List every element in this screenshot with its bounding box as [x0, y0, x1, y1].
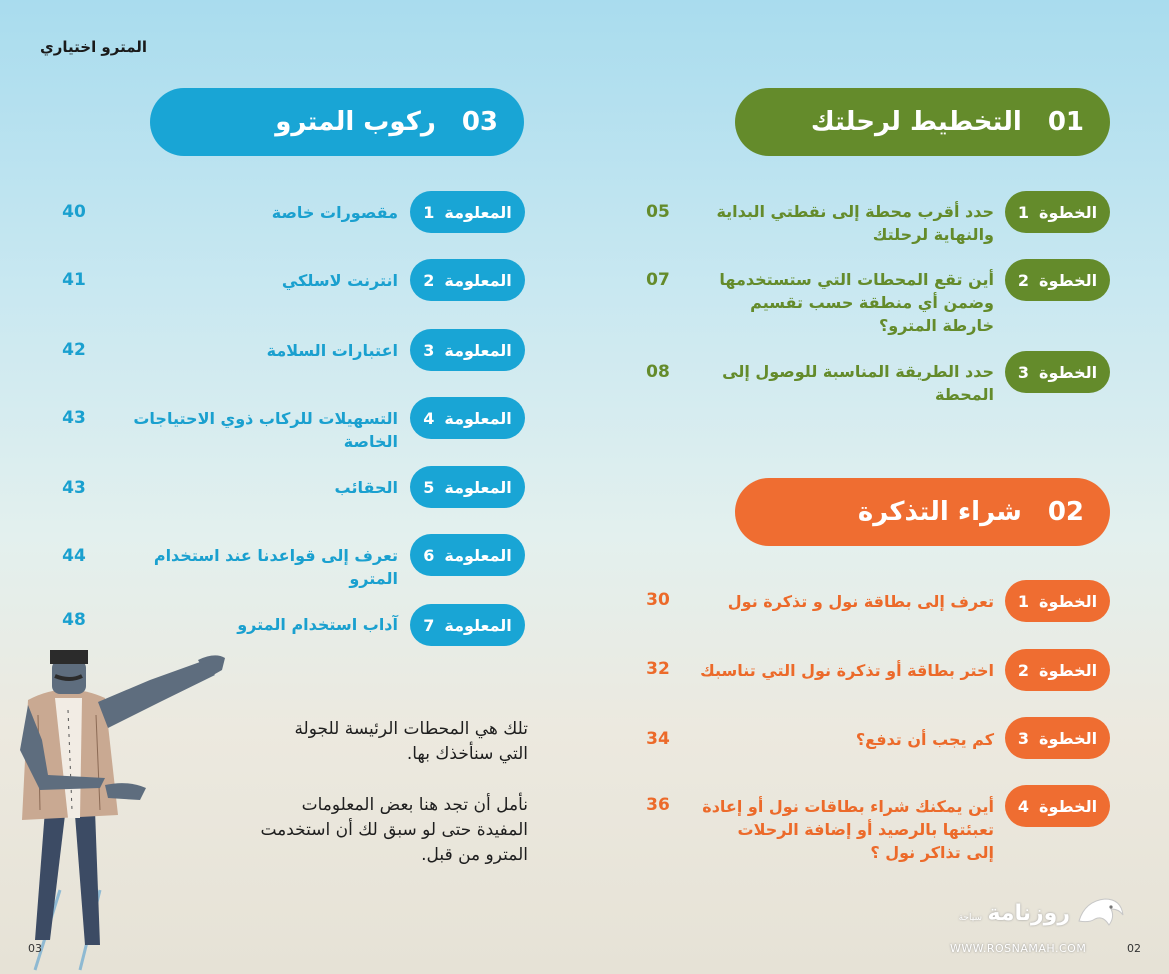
info-text: تعرف إلى قواعدنا عند استخدام المترو: [153, 546, 398, 588]
page-number-right: 02: [1127, 942, 1141, 955]
step-badge: الخطوة 1: [1005, 191, 1110, 233]
page-number-left: 03: [28, 942, 42, 955]
page-number: 43: [62, 408, 86, 428]
page-number: 08: [646, 362, 670, 382]
document-header-title: المترو اختياري: [40, 38, 148, 56]
info-badge: المعلومة 5: [410, 466, 525, 508]
step-text: أين تقع المحطات التي ستستخدمها وضمن أي منطقة حسب تقسيم خارطة المترو؟: [719, 270, 994, 335]
section-number: 01: [1047, 107, 1084, 137]
page-number: 07: [646, 270, 670, 290]
info-badge: المعلومة 7: [410, 604, 525, 646]
info-text: الحقائب: [334, 478, 398, 497]
section-03-header: [150, 88, 524, 156]
info-text: مقصورات خاصة: [271, 203, 398, 222]
step-text: حدد الطريقة المناسبة للوصول إلى المحطة: [722, 362, 994, 404]
page-number: 32: [646, 659, 670, 679]
page-number: 48: [62, 610, 86, 630]
step-text: أين يمكنك شراء بطاقات نول أو إعادة تعبئتها بالرصيد أو إضافة الرحلات إلى تذاكر نول ؟: [702, 797, 994, 862]
section-title: التخطيط لرحلتك: [810, 107, 1022, 137]
page-number: 41: [62, 270, 86, 290]
step-text: حدد أقرب محطة إلى نقطتي البداية والنهاية لرحلتك: [716, 202, 994, 244]
intro-paragraph-2: نأمل أن تجد هنا بعض المعلومات المفيدة حتى لو سبق لك أن استخدمت المترو من قبل.: [260, 795, 528, 865]
info-text: التسهيلات للركاب ذوي الاحتياجات الخاصة: [133, 409, 398, 451]
info-text: آداب استخدام المترو: [237, 615, 398, 634]
brand-subtitle: سياحة: [958, 913, 982, 923]
step-badge: الخطوة 3: [1005, 351, 1110, 393]
page-number: 05: [646, 202, 670, 222]
step-text: اختر بطاقة أو تذكرة نول التي تناسبك: [700, 661, 994, 680]
website-url: WWW.ROSNAMAH.COM: [950, 942, 1087, 955]
info-badge: المعلومة 1: [410, 191, 525, 233]
eagle-icon: [1075, 895, 1125, 935]
section-title: شراء التذكرة: [857, 497, 1022, 527]
rosnamah-logo: [940, 895, 1125, 940]
info-badge: المعلومة 3: [410, 329, 525, 371]
info-badge: المعلومة 6: [410, 534, 525, 576]
section-title: ركوب المترو: [275, 107, 436, 137]
page-number: 43: [62, 478, 86, 498]
step-badge: الخطوة 2: [1005, 259, 1110, 301]
step-badge: الخطوة 1: [1005, 580, 1110, 622]
info-badge: المعلومة 2: [410, 259, 525, 301]
brand-name: روزنامة: [987, 901, 1070, 926]
step-badge: الخطوة 2: [1005, 649, 1110, 691]
page-number: 30: [646, 590, 670, 610]
step-badge: الخطوة 3: [1005, 717, 1110, 759]
intro-paragraph-1: تلك هي المحطات الرئيسة للجولة التي سنأخذك بها.: [294, 719, 528, 764]
step-text: تعرف إلى بطاقة نول و تذكرة نول: [727, 592, 994, 611]
section-02-header: [735, 478, 1110, 546]
step-text: كم يجب أن تدفع؟: [855, 730, 994, 749]
step-badge: الخطوة 4: [1005, 785, 1110, 827]
page-number: 40: [62, 202, 86, 222]
section-01-header: [735, 88, 1110, 156]
section-number: 02: [1047, 497, 1084, 527]
page-number: 44: [62, 546, 86, 566]
page-number: 36: [646, 795, 670, 815]
page-number: 42: [62, 340, 86, 360]
info-badge: المعلومة 4: [410, 397, 525, 439]
info-text: انترنت لاسلكي: [281, 271, 398, 290]
info-text: اعتبارات السلامة: [266, 341, 398, 360]
page-number: 34: [646, 729, 670, 749]
section-number: 03: [461, 107, 498, 137]
